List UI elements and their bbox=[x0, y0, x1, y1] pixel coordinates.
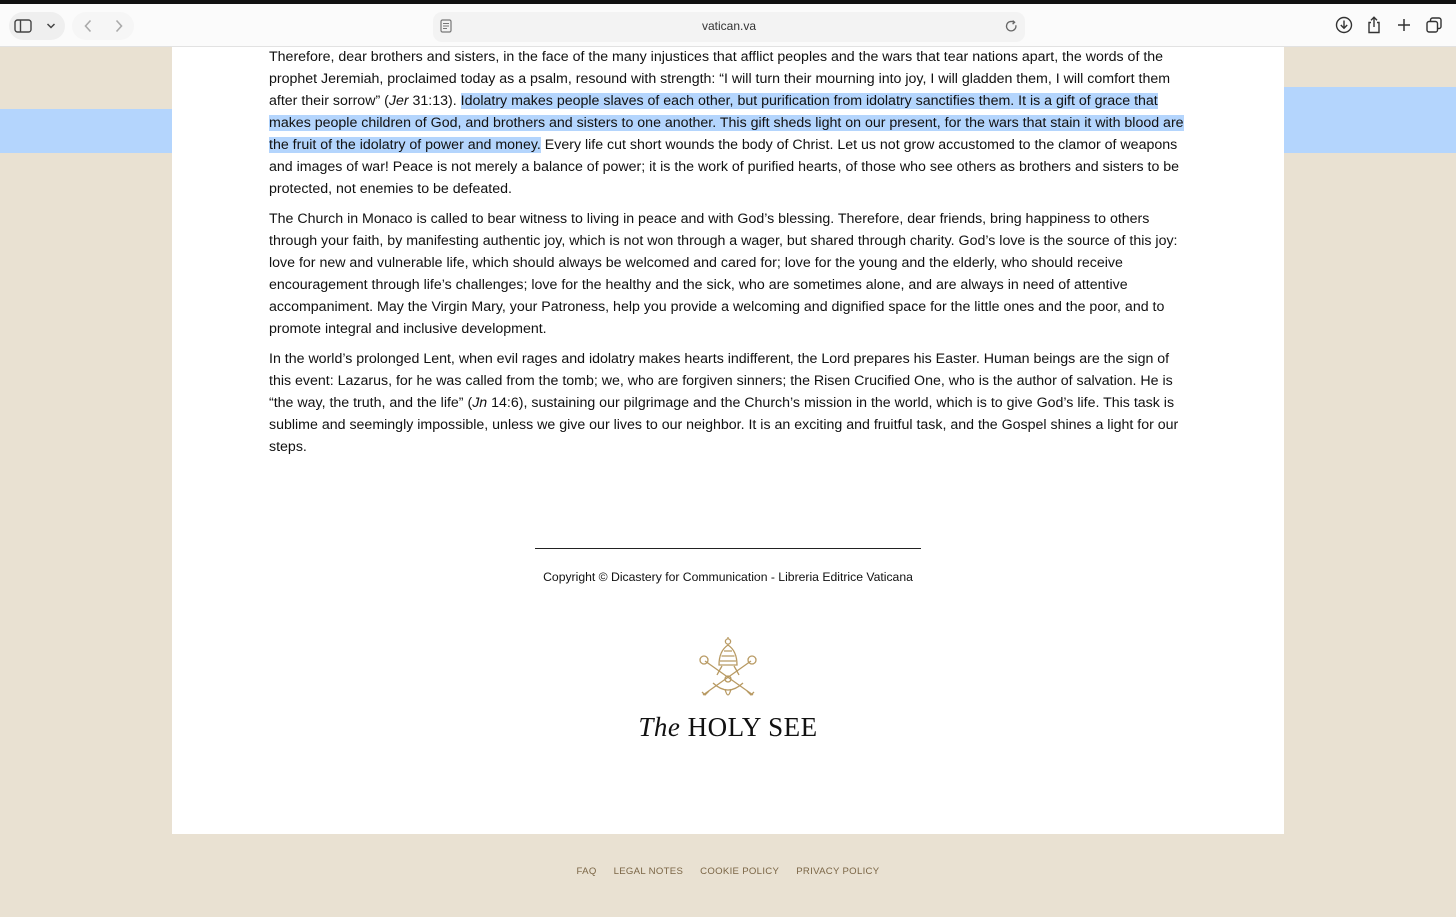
footer-links bbox=[0, 866, 1456, 877]
navigation-buttons bbox=[72, 12, 134, 40]
footer-link-privacy-policy[interactable]: PRIVACY POLICY bbox=[796, 866, 880, 877]
papal-emblem-icon bbox=[695, 635, 761, 708]
footer-link-legal-notes[interactable]: LEGAL NOTES bbox=[613, 866, 684, 877]
download-icon[interactable] bbox=[1332, 13, 1356, 37]
url-text: vatican.va bbox=[701, 19, 757, 33]
footer-link-faq[interactable]: FAQ bbox=[576, 866, 597, 877]
holy-see-logo-text: The HOLY SEE bbox=[638, 712, 818, 742]
sidebar-icon[interactable] bbox=[11, 14, 35, 38]
scripture-book-ref: Jer bbox=[388, 93, 409, 109]
sidebar-control bbox=[9, 12, 65, 40]
address-bar[interactable] bbox=[433, 12, 1025, 42]
article-paragraph[interactable]: Therefore, dear brothers and sisters, in the face of the many injustices that afflict peoples and the wars that tear nations apart, the words of the prophet Jeremiah, proclaimed today as a psalm, resound with strength: “I will turn their mourning into joy, I will gladden them, I will comfort them after their sorrow” (Jer 31:13). Idolatry makes people slaves of each other, but purification from idolatry sanctifies them. It is a gift of grace that makes people children of God, and brothers and sisters to one another. This gift sheds light on our present, for the wars that stain it with blood are the fruit of the idolatry of power and money. Every life cut short wounds the body of Christ. Let us not grow accustomed to the clamor of weapons and images of war! Peace is not merely a balance of power; it is the work of purified hearts, of those who see others as brothers and sisters to be protected, not enemies to be defeated. bbox=[269, 49, 1184, 197]
scripture-book-ref: Jn bbox=[472, 395, 488, 411]
toolbar-actions bbox=[1332, 13, 1446, 37]
reload-icon[interactable] bbox=[1005, 20, 1018, 38]
new-tab-icon[interactable] bbox=[1392, 13, 1416, 37]
chevron-down-icon[interactable] bbox=[39, 14, 63, 38]
footer-link-cookie-policy[interactable]: COOKIE POLICY bbox=[700, 866, 780, 877]
divider bbox=[535, 548, 921, 549]
share-icon[interactable] bbox=[1362, 13, 1386, 37]
article-body bbox=[269, 47, 1189, 466]
page-content bbox=[172, 47, 1284, 834]
article-paragraph[interactable]: In the world’s prolonged Lent, when evil rages and idolatry makes hearts indifferent, the Lord prepares his Easter. Human beings are the sign of this event: Lazarus, for he was called from the tomb; we, who are forgiven sinners; the Risen Crucified One, who is the author of salvation. He is “the way, the truth, and the life” (Jn 14:6), sustaining our pilgrimage and the Church’s mission in the world, which is to give God’s life. This task is sublime and seemingly impossible, unless we give our lives to our neighbor. It is an exciting and fruitful task, and the Gospel shines a light for our steps. bbox=[269, 351, 1179, 455]
forward-icon[interactable] bbox=[107, 14, 131, 38]
copyright-notice: Copyright © Dicastery for Communication - Libreria Editrice Vaticana bbox=[543, 570, 913, 584]
selected-text[interactable]: Idolatry makes people slaves of each other, but purification from idolatry sanctifies them. It is a gift of grace that makes people children of God, and brothers and sisters to one another. This gift sheds light on our present, for the wars that stain it with blood are the fruit of the idolatry of power and money. bbox=[269, 93, 1184, 153]
browser-toolbar bbox=[0, 4, 1456, 47]
back-icon[interactable] bbox=[76, 14, 100, 38]
article-paragraph[interactable]: The Church in Monaco is called to bear witness to living in peace and with God’s blessing. Therefore, dear friends, bring happiness to others through your faith, by manifesting authentic joy, which is not won through a wager, but shared through charity. God’s love is the source of this joy: love for new and vulnerable life, which should always be welcomed and cared for; love for the young and the elderly, who should receive encouragement through life’s challenges; love for the healthy and the sick, who are sometimes alone, and are always in need of attentive accompaniment. May the Virgin Mary, your Patroness, help you provide a welcoming and dignified space for the little ones and the poor, and to promote integral and inclusive development. bbox=[269, 211, 1178, 337]
tabs-overview-icon[interactable] bbox=[1422, 13, 1446, 37]
